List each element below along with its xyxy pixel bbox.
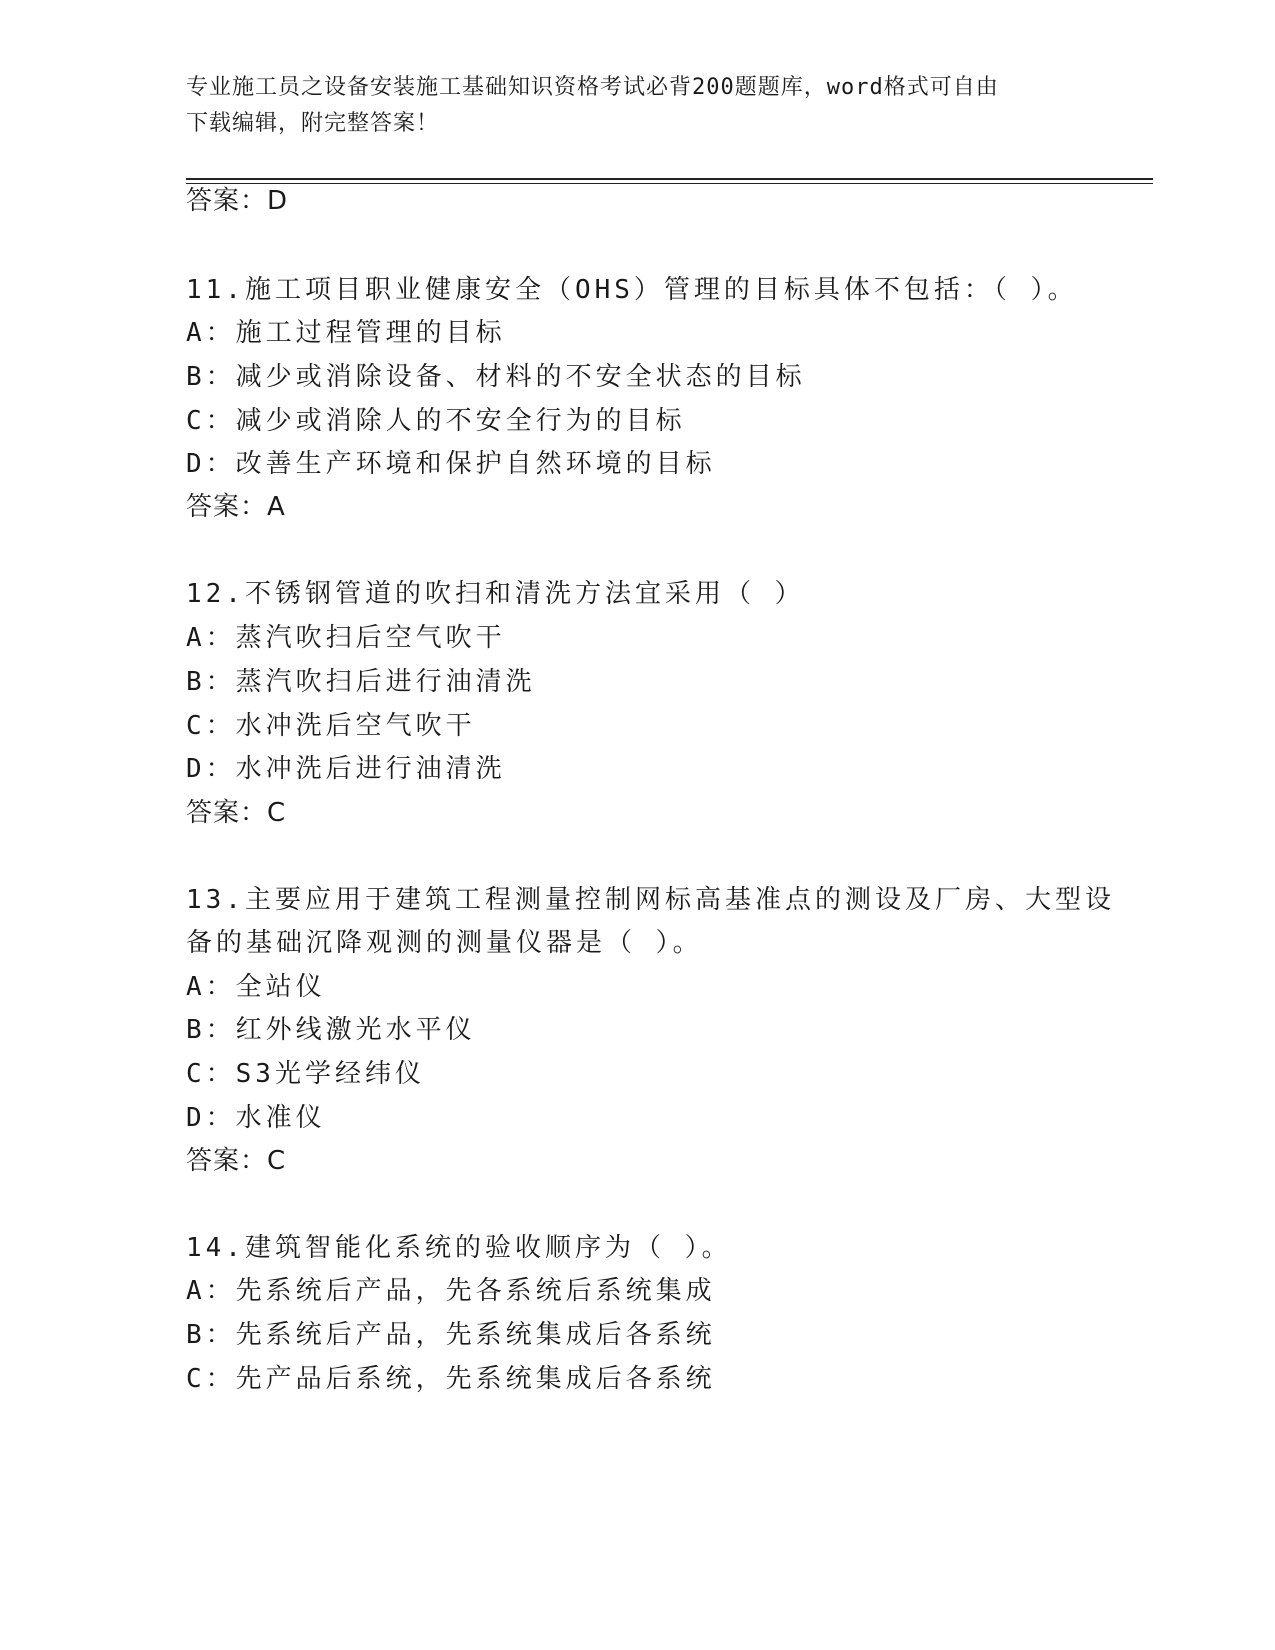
question-11-option-d: D：改善生产环境和保护自然环境的目标 — [186, 449, 716, 479]
previous-answer: 答案：D — [186, 186, 289, 216]
question-14-option-b: B：先系统后产品，先系统集成后各系统 — [186, 1320, 716, 1350]
question-13-option-b: B：红外线激光水平仪 — [186, 1015, 476, 1045]
question-11-option-a: A：施工过程管理的目标 — [186, 318, 506, 348]
question-13-answer: 答案：C — [186, 1146, 287, 1176]
question-12-option-d: D：水冲洗后进行油清洗 — [186, 754, 506, 784]
question-12-option-b: B：蒸汽吹扫后进行油清洗 — [186, 667, 536, 697]
question-13-stem-line-2: 备的基础沉降观测的测量仪器是（ ）。 — [186, 928, 703, 958]
question-12-option-c: C：水冲洗后空气吹干 — [186, 711, 476, 741]
document-header — [186, 70, 1076, 142]
header-rule-thin — [186, 183, 1153, 184]
question-13-option-d: D：水准仪 — [186, 1103, 326, 1133]
question-11-option-b: B：减少或消除设备、材料的不安全状态的目标 — [186, 362, 806, 392]
question-11-option-c: C：减少或消除人的不安全行为的目标 — [186, 406, 686, 436]
header-line-1: 专业施工员之设备安装施工基础知识资格考试必背200题题库，word格式可自由 — [186, 75, 999, 100]
question-11-answer: 答案：A — [186, 492, 286, 522]
question-12-stem: 12.不锈钢管道的吹扫和清洗方法宜采用（ ） — [186, 579, 805, 609]
question-13-stem-line-1: 13.主要应用于建筑工程测量控制网标高基准点的测设及厂房、大型设 — [186, 885, 1115, 915]
question-13-option-a: A：全站仪 — [186, 972, 326, 1002]
header-line-2: 下载编辑，附完整答案！ — [186, 111, 440, 136]
question-12-answer: 答案：C — [186, 798, 287, 828]
question-13-option-c: C：S3光学经纬仪 — [186, 1059, 425, 1089]
question-11-stem: 11.施工项目职业健康安全（OHS）管理的目标具体不包括：（ ）。 — [186, 275, 1078, 305]
question-12-option-a: A：蒸汽吹扫后空气吹干 — [186, 623, 506, 653]
question-14-stem: 14.建筑智能化系统的验收顺序为（ ）。 — [186, 1233, 732, 1263]
header-rule-thick — [186, 178, 1153, 180]
question-14-option-c: C：先产品后系统，先系统集成后各系统 — [186, 1364, 716, 1394]
question-14-option-a: A：先系统后产品，先各系统后系统集成 — [186, 1276, 716, 1306]
